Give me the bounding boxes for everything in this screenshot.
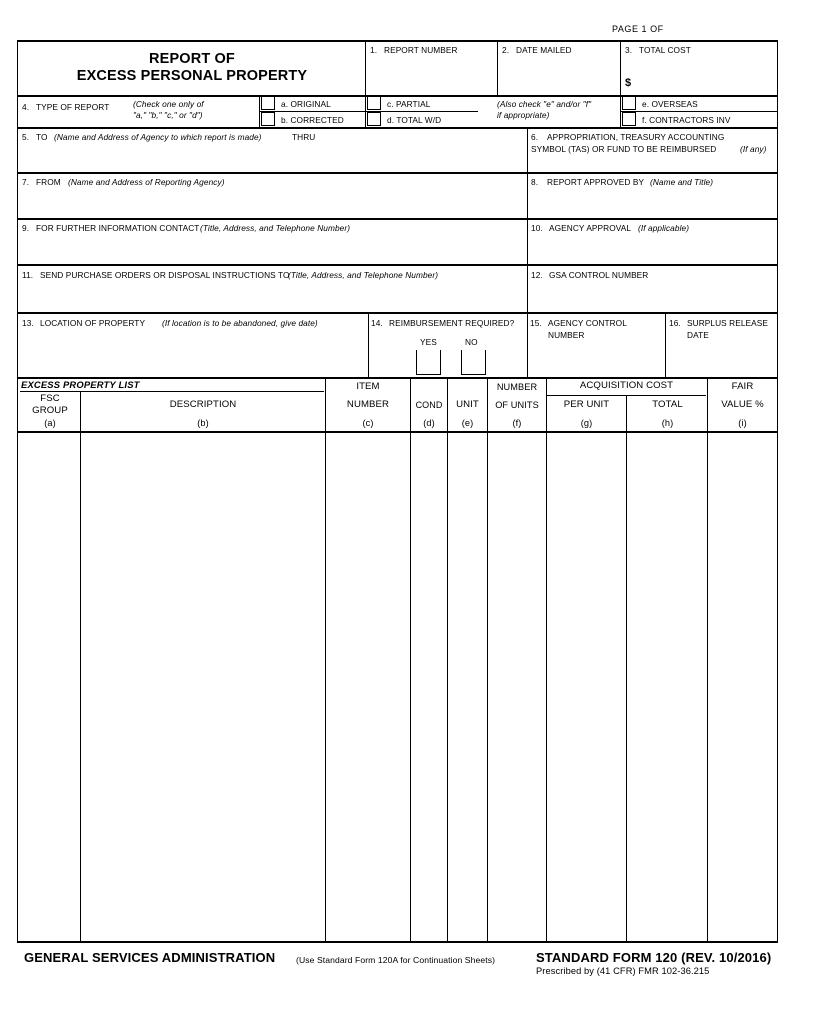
field-3-total-cost-input[interactable] — [634, 74, 774, 93]
col-header-fair-value-line1: FAIR — [731, 381, 754, 392]
col-letter-h: (h) — [661, 418, 674, 428]
field-4-note-line1: (Also check "e" and/or "f" — [497, 99, 592, 109]
form-top-border — [17, 40, 778, 42]
field-10-agency-approval-input[interactable] — [529, 235, 776, 262]
col-header-fsc-group-line1: FSC — [40, 393, 60, 404]
col-header-number-of-units-line1: NUMBER — [496, 382, 538, 392]
footer-prescribed-by: Prescribed by (41 CFR) FMR 102-36.215 — [536, 966, 710, 976]
field-13-hint: (If location is to be abandoned, give date) — [162, 318, 318, 328]
field-15-number: 15. — [530, 318, 542, 328]
field-1-label: REPORT NUMBER — [384, 45, 458, 55]
field-14-label: REIMBURSEMENT REQUIRED? — [389, 318, 515, 328]
field-9-hint: (Title, Address, and Telephone Number) — [200, 223, 351, 233]
checkbox-contractors-inv-f[interactable] — [622, 112, 636, 126]
table-body-bottom-border — [17, 941, 778, 943]
field-3-left-divider — [620, 40, 621, 95]
field-8-report-approved-by-input[interactable] — [529, 189, 776, 216]
col-letter-b: (b) — [197, 418, 209, 428]
form-title — [24, 51, 360, 85]
field-12-gsa-control-number-input[interactable] — [529, 282, 776, 310]
checkbox-label-original-a: a. ORIGINAL — [281, 99, 331, 109]
col-header-total: TOTAL — [652, 399, 683, 410]
field-10-number: 10. — [531, 223, 543, 233]
checkbox-corrected-b[interactable] — [261, 112, 275, 126]
checkbox-total-wd-d[interactable] — [367, 112, 381, 126]
field-10-hint: (If applicable) — [638, 223, 690, 233]
col-header-cond: COND — [415, 400, 443, 410]
excess-property-list-underline — [20, 391, 324, 392]
field-9-number: 9. — [22, 223, 30, 233]
field-7-hint: (Name and Address of Reporting Agency) — [68, 177, 225, 187]
footer-continuation-note: (Use Standard Form 120A for Continuation Sheets) — [296, 955, 496, 965]
row-11-bottom-border — [17, 312, 778, 314]
field-8-number: 8. — [531, 177, 539, 187]
form-right-border — [777, 40, 778, 941]
field-15-agency-control-number-input[interactable] — [529, 343, 663, 375]
field-14-left-divider — [368, 312, 369, 377]
col-header-unit: UNIT — [456, 399, 479, 410]
form-title-line1: REPORT OF — [149, 51, 235, 67]
field-3-label: TOTAL COST — [639, 45, 691, 55]
field-14-number: 14. — [371, 318, 383, 328]
body-cell-number-of-units[interactable] — [489, 432, 545, 940]
col-header-item-number-line2: NUMBER — [346, 399, 390, 410]
acquisition-cost-group-header: ACQUISITION COST — [579, 380, 674, 391]
body-cell-item-number[interactable] — [327, 432, 409, 940]
field-12-label: GSA CONTROL NUMBER — [549, 270, 649, 280]
field-9-label: FOR FURTHER INFORMATION CONTACT — [36, 223, 200, 233]
field-16-label-line1: SURPLUS RELEASE — [687, 318, 769, 328]
field-4-cd-split — [365, 111, 478, 112]
field-7-label: FROM — [36, 177, 61, 187]
col-header-per-unit: PER UNIT — [563, 399, 610, 410]
field-2-date-mailed-input[interactable] — [499, 57, 618, 93]
field-10-label: AGENCY APPROVAL — [549, 223, 632, 233]
field-5-label: TO — [36, 132, 48, 142]
checkbox-label-contractors-inv-f: f. CONTRACTORS INV — [642, 115, 731, 125]
field-5-hint: (Name and Address of Agency to which report is made) — [54, 132, 262, 142]
field-2-number: 2. — [502, 45, 510, 55]
field-4-instruction-line1: (Check one only of — [133, 99, 204, 109]
field-6-appropriation-input[interactable] — [529, 156, 776, 170]
field-1-report-number-input[interactable] — [367, 57, 495, 93]
col-header-fair-value-line2: VALUE % — [721, 399, 764, 410]
title-row-bottom-border — [17, 95, 778, 97]
field-7-number: 7. — [22, 177, 30, 187]
field-11-label: SEND PURCHASE ORDERS OR DISPOSAL INSTRUCTIONS TO — [40, 270, 290, 280]
footer-agency-name: GENERAL SERVICES ADMINISTRATION — [24, 950, 276, 965]
field-3-number: 3. — [625, 45, 633, 55]
col-letter-a: (a) — [44, 418, 56, 428]
field-5-suffix: THRU — [292, 132, 316, 142]
field-9-contact-input[interactable] — [20, 235, 525, 262]
body-cell-cond[interactable] — [412, 432, 446, 940]
field-6-label-line2: SYMBOL (TAS) OR FUND TO BE REIMBURSED — [531, 144, 717, 154]
field-11-number: 11. — [22, 270, 34, 280]
row-7-bottom-border — [17, 218, 778, 220]
field-15-label-line2: NUMBER — [548, 330, 585, 340]
checkbox-label-corrected-b: b. CORRECTED — [281, 115, 344, 125]
field-12-number: 12. — [531, 270, 543, 280]
body-cell-fsc-group[interactable] — [19, 432, 79, 940]
field-7-from-input[interactable] — [20, 189, 525, 216]
col-header-fsc-group-line2: GROUP — [32, 405, 68, 416]
body-cell-total[interactable] — [628, 432, 706, 940]
field-3-currency-symbol: $ — [625, 77, 632, 89]
field-13-number: 13. — [22, 318, 34, 328]
type-of-report-row-bottom-border — [17, 127, 778, 129]
page-of-label: PAGE 1 OF — [612, 24, 664, 34]
field-15-label-line1: AGENCY CONTROL — [548, 318, 627, 328]
checkbox-original-a[interactable] — [261, 96, 275, 110]
field-14-yes-label: YES — [420, 337, 437, 347]
checkbox-label-total-wd-d: d. TOTAL W/D — [387, 115, 442, 125]
body-cell-unit[interactable] — [449, 432, 486, 940]
col-header-number-of-units-line2: OF UNITS — [495, 400, 539, 410]
field-8-hint: (Name and Title) — [650, 177, 714, 187]
form-title-line2: EXCESS PERSONAL PROPERTY — [76, 68, 308, 84]
field-6-number: 6. — [531, 132, 539, 142]
field-13-location-input[interactable] — [20, 330, 366, 375]
body-cell-description[interactable] — [82, 432, 324, 940]
field-5-to-input[interactable] — [20, 144, 525, 170]
field-4-instruction-line2: "a," "b," "c," or "d") — [133, 110, 203, 120]
field-11-send-orders-input[interactable] — [20, 282, 525, 310]
col-letter-e: (e) — [461, 418, 474, 428]
row-9-bottom-border — [17, 264, 778, 266]
field-4-ef-split — [620, 111, 778, 112]
field-8-label: REPORT APPROVED BY — [547, 177, 645, 187]
field-1-number: 1. — [370, 45, 378, 55]
col-letter-f: (f) — [512, 418, 522, 428]
checkbox-reimbursement-no[interactable] — [461, 350, 486, 375]
field-6-hint: (If any) — [740, 144, 767, 154]
field-16-surplus-release-date-input[interactable] — [667, 343, 776, 375]
field-4-note-line2: if appropriate) — [497, 110, 550, 120]
col-letter-g: (g) — [580, 418, 593, 428]
checkbox-partial-c[interactable] — [367, 96, 381, 110]
field-5-number: 5. — [22, 132, 30, 142]
col-letter-c: (c) — [362, 418, 374, 428]
col-header-description: DESCRIPTION — [169, 399, 237, 410]
col-letter-d: (d) — [423, 418, 435, 428]
checkbox-reimbursement-yes[interactable] — [416, 350, 441, 375]
field-13-label: LOCATION OF PROPERTY — [40, 318, 146, 328]
field-14-no-label: NO — [465, 337, 478, 347]
checkbox-label-overseas-e: e. OVERSEAS — [642, 99, 698, 109]
field-4-label: TYPE OF REPORT — [36, 102, 110, 112]
footer-form-id: STANDARD FORM 120 (REV. 10/2016) — [536, 950, 772, 965]
checkbox-label-partial-c: c. PARTIAL — [387, 99, 431, 109]
checkbox-overseas-e[interactable] — [622, 96, 636, 110]
col-header-item-number-line1: ITEM — [356, 381, 380, 392]
row-5-bottom-border — [17, 172, 778, 174]
field-16-label-line2: DATE — [687, 330, 709, 340]
body-cell-fair-value[interactable] — [709, 432, 776, 940]
excess-property-list-title: EXCESS PROPERTY LIST — [21, 379, 140, 390]
body-cell-per-unit[interactable] — [548, 432, 625, 940]
field-4-number: 4. — [22, 102, 30, 112]
field-2-label: DATE MAILED — [516, 45, 572, 55]
field-16-number: 16. — [669, 318, 681, 328]
field-11-hint: (Title, Address, and Telephone Number) — [288, 270, 439, 280]
col-letter-i: (i) — [738, 418, 747, 428]
field-6-label-line1: APPROPRIATION, TREASURY ACCOUNTING — [547, 132, 725, 142]
